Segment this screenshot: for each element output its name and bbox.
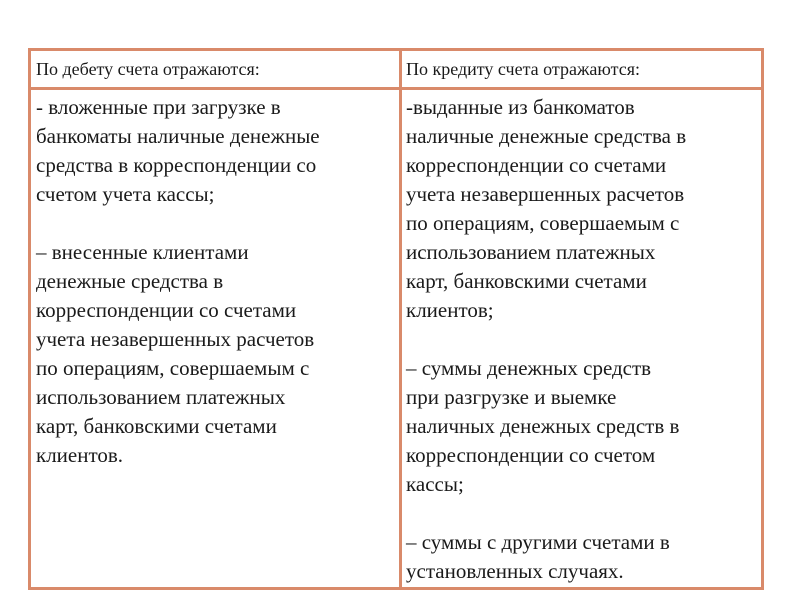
text-line: – суммы денежных средств — [406, 356, 652, 380]
text-line: наличные денежные средства в — [406, 124, 687, 148]
text-line: учета незавершенных расчетов — [406, 182, 685, 206]
credit-item — [406, 93, 761, 325]
text-line: корреспонденции со счетами — [406, 153, 667, 177]
text-line: клиентов; — [406, 298, 494, 322]
text-line: карт, банковскими счетами — [406, 269, 647, 293]
debit-item — [36, 93, 396, 209]
accounting-table — [28, 48, 764, 590]
column-divider — [399, 51, 402, 587]
credit-item — [406, 354, 761, 499]
debit-header: По дебету счета отражаются: — [36, 59, 260, 79]
debit-item — [36, 238, 396, 470]
text-line: денежные средства в — [36, 269, 224, 293]
text-line: – внесенные клиентами — [36, 240, 249, 264]
text-line: корреспонденции со счетом — [406, 443, 656, 467]
text-line: использованием платежных — [36, 385, 286, 409]
text-line: учета незавершенных расчетов — [36, 327, 315, 351]
paragraph-gap — [406, 325, 761, 354]
text-line: по операциям, совершаемым с — [36, 356, 310, 380]
text-line: - вложенные при загрузке в — [36, 95, 281, 119]
paragraph-gap — [36, 209, 396, 238]
credit-header: По кредиту счета отражаются: — [406, 59, 640, 79]
text-line: -выданные из банкоматов — [406, 95, 635, 119]
debit-column — [36, 93, 396, 470]
text-line: банкоматы наличные денежные — [36, 124, 320, 148]
credit-column — [406, 93, 761, 586]
text-line: карт, банковскими счетами — [36, 414, 277, 438]
text-line: использованием платежных — [406, 240, 656, 264]
text-line: средства в корреспонденции со — [36, 153, 317, 177]
text-line: по операциям, совершаемым с — [406, 211, 680, 235]
text-line: кассы; — [406, 472, 464, 496]
text-line: – суммы с другими счетами в — [406, 530, 670, 554]
text-line: корреспонденции со счетами — [36, 298, 297, 322]
header-divider — [31, 87, 761, 90]
credit-item — [406, 528, 761, 586]
paragraph-gap — [406, 499, 761, 528]
text-line: наличных денежных средств в — [406, 414, 680, 438]
text-line: при разгрузке и выемке — [406, 385, 617, 409]
text-line: клиентов. — [36, 443, 124, 467]
text-line: установленных случаях. — [406, 559, 624, 583]
text-line: счетом учета кассы; — [36, 182, 215, 206]
